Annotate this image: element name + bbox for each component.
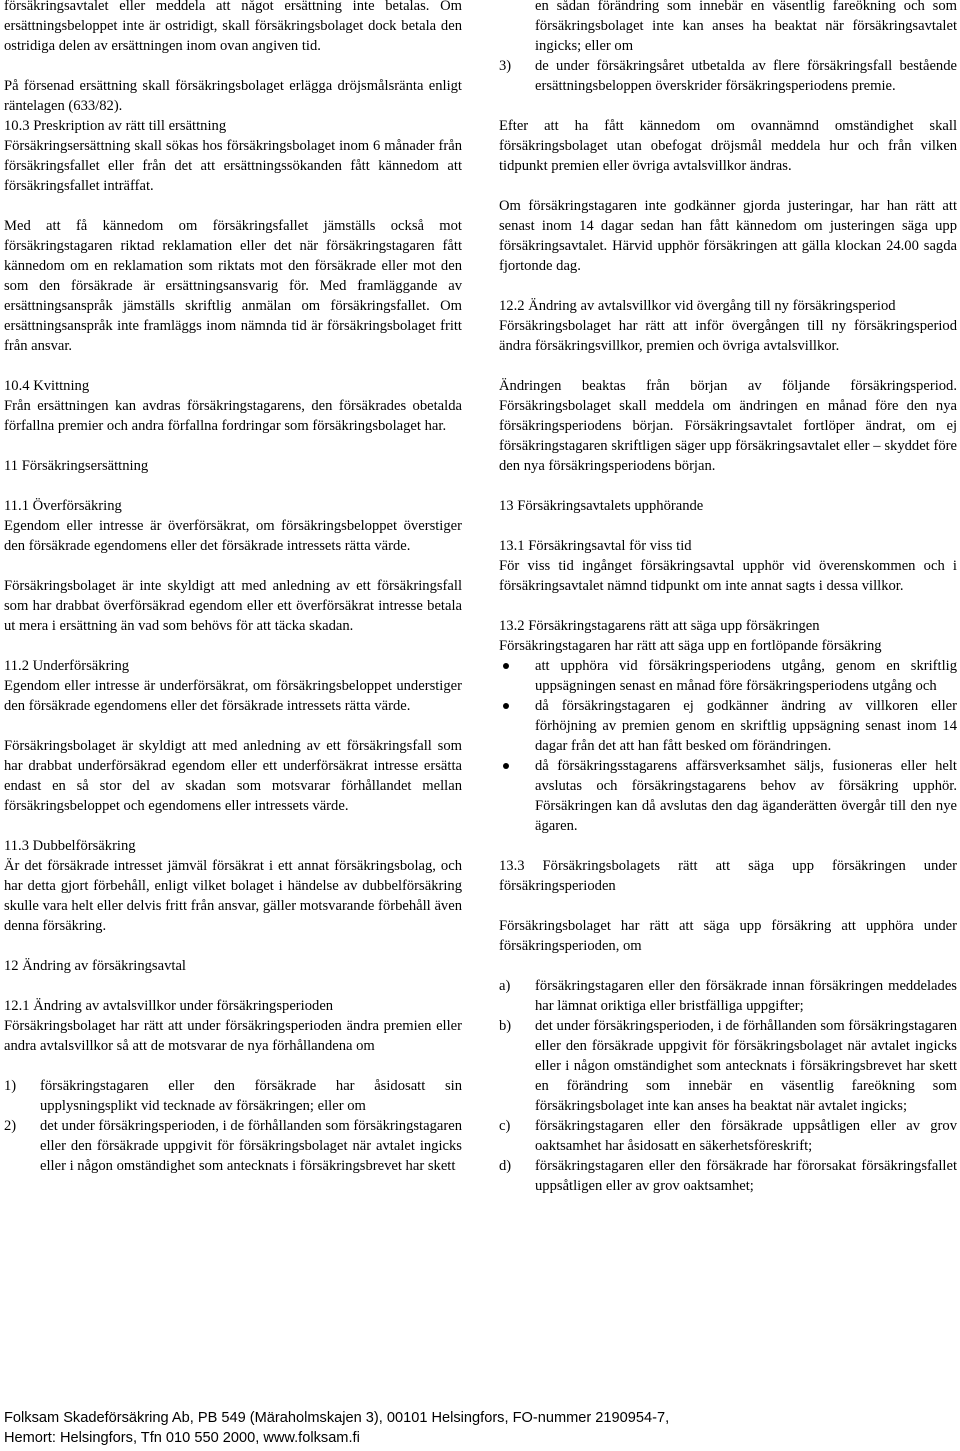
bullet-text: då försäkringsstagarens affärsverksamhet säljs, fusioneras eller helt avslutas och försäkringstagarens behov av försäkring upphör. Försäkringen kan då avslutas den dag äganderätten övergår till den nye ägaren. [535, 758, 957, 834]
section-heading-10-4: 10.4 Kvittning [4, 378, 90, 394]
left-column [4, 0, 462, 1176]
numbered-item [499, 56, 957, 96]
section-heading-12-1: 12.1 Ändring av avtalsvillkor under försäkringsperioden [4, 998, 334, 1014]
paragraph: Försäkringsbolaget är skyldigt att med anledning av ett försäkringsfall som har drabbat underförsäkrad egendom eller ett underförsäkrat intresse ersätta endast en så stor del av skadan som motsvarar förhållandet mellan försäkringsbeloppet och egendomens eller intressets värde. [4, 738, 462, 814]
paragraph: Om försäkringstagaren inte godkänner gjorda justeringar, har han rätt att senast inom 14 dagar sedan han fått kännedom om justeringen säga upp försäkringsavtalet. Härvid upphör försäkringen att gälla klockan 24.00 sagda fjortonde dag. [499, 198, 957, 274]
item-text: det under försäkringsperioden, i de förhållanden som försäkringstagaren eller den försäkrade uppgivit för försäkringsbolaget när avtalet ingicks eller i någon omständighet som antecknats i försäkringsbrevet har skett [40, 1118, 462, 1174]
bullet-icon [499, 696, 535, 756]
bullet-item [499, 696, 957, 756]
paragraph: Egendom eller intresse är underförsäkrat, om försäkringsbeloppet understiger den försäkrade egendomens eller det försäkrade intressets rätta värde. [4, 678, 462, 714]
item-text: försäkringstagaren eller den försäkrade har förorsakat försäkringsfallet uppsåtligen eller av grov oaktsamhet; [535, 1158, 957, 1194]
paragraph: Försäkringstagaren har rätt att säga upp en fortlöpande försäkring [499, 638, 882, 654]
item-text: en sådan förändring som innebär en väsentlig fareökning och som försäkringsbolaget inte kan anses ha beaktat när försäkringsavtalet ingicks; eller om [535, 0, 957, 54]
section-heading-13-2: 13.2 Försäkringstagarens rätt att säga upp försäkringen [499, 618, 820, 634]
lettered-item [499, 1116, 957, 1156]
lettered-item [499, 1016, 957, 1116]
item-letter: d) [499, 1158, 512, 1174]
section-heading-13-3: 13.3 Försäkringsbolagets rätt att säga upp försäkringen under försäkringsperioden [499, 858, 957, 894]
bullet-item [499, 756, 957, 836]
lettered-item [499, 1156, 957, 1196]
section-heading-13: 13 Försäkringsavtalets upphörande [499, 498, 704, 514]
item-number: 1) [4, 1078, 17, 1094]
section-heading-11-3: 11.3 Dubbelförsäkring [4, 838, 136, 854]
paragraph: Ändringen beaktas från början av följande försäkringsperiod. Försäkringsbolaget skall meddela om ändringen en månad före den nya försäkringsperiodens början. Försäkringsavtalet fortlöper ändrat, om ej försäkringstagaren skriftligen säger upp försäkringsavtalet eller – skyddet före den nya försäkringsperiodens början. [499, 378, 957, 474]
item-number: 3) [499, 58, 512, 74]
item-text: försäkringstagaren eller den försäkrade har åsidosatt sin upplysningsplikt vid tecknade av försäkringen; eller om [40, 1078, 462, 1114]
lettered-item [499, 976, 957, 1016]
footer-line-company: Folksam Skadeförsäkring Ab, PB 549 (Märaholmskajen 3), 00101 Helsingfors, FO-nummer 2190954-7, [4, 1410, 670, 1426]
item-letter: c) [499, 1118, 511, 1134]
paragraph: Försäkringsbolaget är inte skyldigt att med anledning av ett försäkringsfall som har drabbat överförsäkrad egendom eller ett överförsäkrat intresse betala ut mera i ersättning än vad som behövs för att täcka skadan. [4, 578, 462, 634]
bullet-text: att upphöra vid försäkringsperiodens utgång, genom en skriftlig uppsägningen senast en månad före försäkringsperiodens utgång och [535, 658, 957, 694]
numbered-item-continuation [499, 0, 957, 56]
footer-line-contact: Hemort: Helsingfors, Tfn 010 550 2000, www.folksam.fi [4, 1430, 360, 1446]
paragraph: Försäkringsbolaget har rätt att inför övergången till ny försäkringsperiod ändra försäkringsvillkor, premien och övriga avtalsvillkor. [499, 318, 957, 354]
section-heading-13-1: 13.1 Försäkringsavtal för viss tid [499, 538, 692, 554]
bullet-icon [499, 756, 535, 836]
paragraph: Egendom eller intresse är överförsäkrat, om försäkringsbeloppet överstiger den försäkrade egendomens eller det försäkrade intressets rätta värde. [4, 518, 462, 554]
item-number: 2) [4, 1118, 17, 1134]
section-heading-11-1: 11.1 Överförsäkring [4, 498, 122, 514]
paragraph: Försäkringsbolaget har rätt att under försäkringsperioden ändra premien eller andra avtalsvillkor så att de motsvarar de nya förhållandena om [4, 1018, 462, 1054]
paragraph: Försäkringsbolaget har rätt att säga upp försäkring att upphöra under försäkringsperioden, om [499, 918, 957, 954]
item-letter: b) [499, 1018, 512, 1034]
numbered-item [4, 1076, 462, 1116]
right-column [499, 0, 957, 1196]
paragraph: försäkringsavtalet eller meddela att något ersättning inte betalas. Om ersättningsbeloppet inte är ostridigt, skall försäkringsbolaget dock betala den ostridiga delen av ersättningen inom ovan angiven tid. [4, 0, 462, 54]
paragraph: Från ersättningen kan avdras försäkringstagarens, den försäkrades obetalda förfallna premier och andra förfallna fordringar som försäkringsbolaget har. [4, 398, 462, 434]
paragraph: För viss tid ingånget försäkringsavtal upphör vid överenskommen och i försäkringsavtalet nämnd tidpunkt om inte annat sagts i dessa villkor. [499, 558, 957, 594]
numbered-item [4, 1116, 462, 1176]
paragraph: Är det försäkrade intresset jämväl försäkrat i ett annat försäkringsbolag, och har detta gjort förbehåll, enligt vilket bolaget i händelse av dubbelförsäkring skulle vara helt eller delvis fritt från ansvar, gäller motsvarande förbehåll även denna försäkring. [4, 858, 462, 934]
page-footer [4, 1408, 954, 1448]
bullet-text: då försäkringstagaren ej godkänner ändring av villkoren eller förhöjning av premien genom en skriftlig uppsägning senast inom 14 dagar från det att han fått besked om förändringen. [535, 698, 957, 754]
section-heading-11-2: 11.2 Underförsäkring [4, 658, 130, 674]
bullet-icon [499, 656, 535, 696]
item-text: de under försäkringsåret utbetalda av flere försäkringsfall bestående ersättningsbeloppen överskrider försäkringsperiodens premie. [535, 58, 957, 94]
section-heading-12-2: 12.2 Ändring av avtalsvillkor vid övergång till ny försäkringsperiod [499, 298, 896, 314]
item-text: försäkringstagaren eller den försäkrade uppsåtligen eller av grov oaktsamhet har åsidosatt en säkerhetsföreskrift; [535, 1118, 957, 1154]
item-letter: a) [499, 978, 511, 994]
section-heading-10-3: 10.3 Preskription av rätt till ersättning [4, 118, 227, 134]
paragraph: Med att få kännedom om försäkringsfallet jämställs också mot försäkringstagaren riktad reklamation eller det när försäkringstagaren fått kännedom om en reklamation som riktats mot den försäkrade eller mot den som den försäkrade är ersättningsansvarig för. Med framläggande av ersättningsanspråk jämställs skriftlig anmälan om försäkringsfallet. Om ersättningsanspråk inte framläggs inom nämnda tid är försäkringsbolaget fritt från ansvar. [4, 218, 462, 354]
item-text: försäkringstagaren eller den försäkrade innan försäkringen meddelades har lämnat oriktiga eller bristfälliga uppgifter; [535, 978, 957, 1014]
paragraph: Efter att ha fått kännedom om ovannämnd omständighet skall försäkringsbolaget utan obefogat dröjsmål meddela hur och från vilken tidpunkt premien eller övriga avtalsvillkor ändras. [499, 118, 957, 174]
paragraph: På försenad ersättning skall försäkringsbolaget erlägga dröjsmålsränta enligt räntelagen (633/82). [4, 78, 462, 114]
paragraph: Försäkringsersättning skall sökas hos försäkringsbolaget inom 6 månader från försäkringsfallet eller från det att ersättningssökanden fått kännedom att försäkringsfallet inträffat. [4, 138, 462, 194]
bullet-item [499, 656, 957, 696]
section-heading-11: 11 Försäkringsersättning [4, 458, 149, 474]
item-text: det under försäkringsperioden, i de förhållanden som försäkringstagaren eller den försäkrade uppgivit för försäkringsbolaget när avtalet ingicks eller i någon omständighet som antecknats i försäkringsbrevet har skett en förändring som innebär en väsentlig fareökning som försäkringsbolaget inte kan anses ha beaktat när avtalet ingicks; [535, 1018, 957, 1114]
section-heading-12: 12 Ändring av försäkringsavtal [4, 958, 186, 974]
